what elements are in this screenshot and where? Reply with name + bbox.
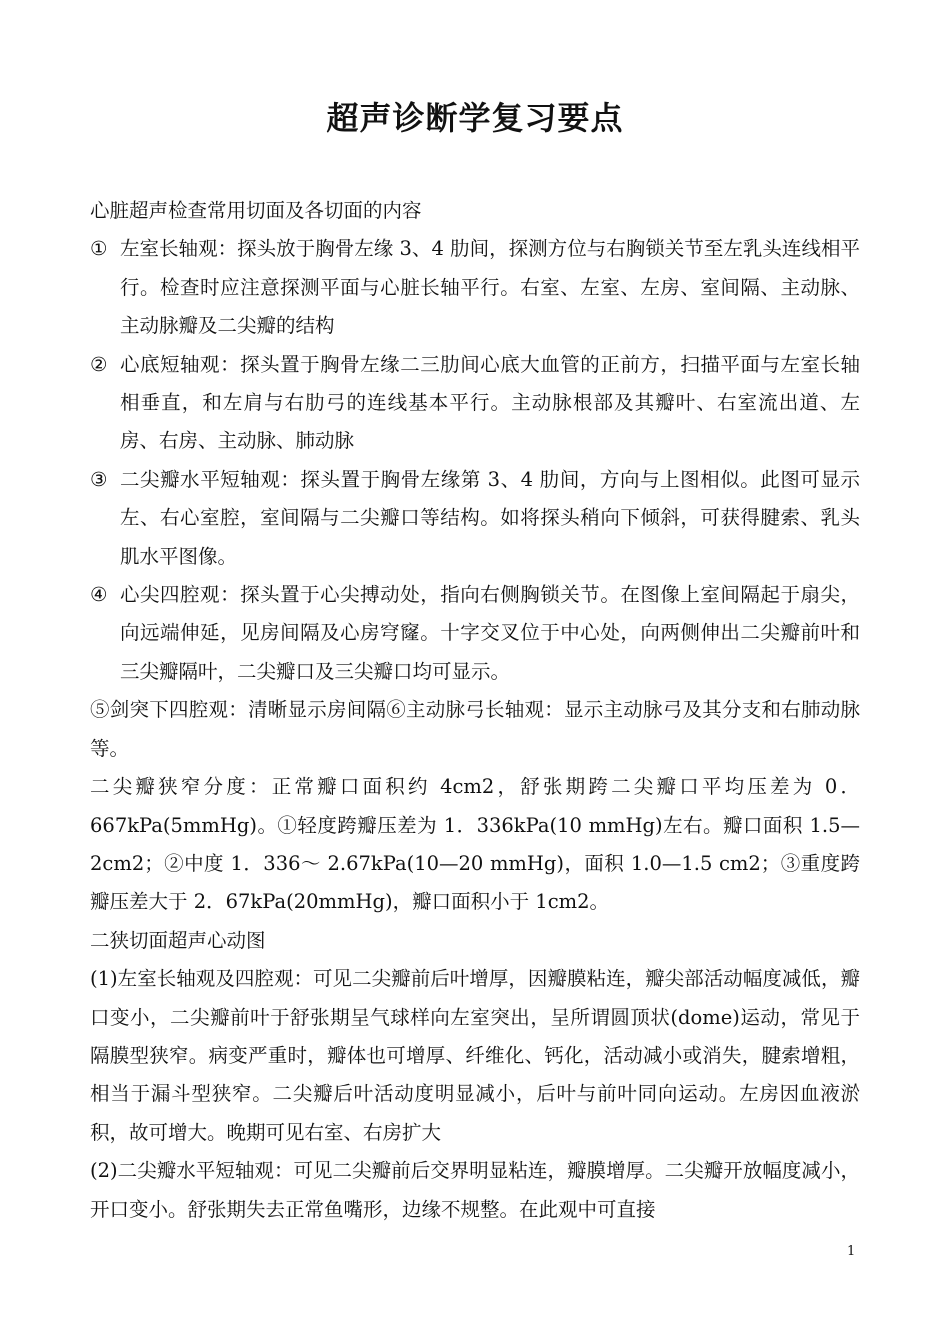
item-number: ② — [90, 352, 108, 376]
document-body — [90, 192, 860, 1229]
paragraph-long-axis-view: (1)左室长轴观及四腔观：可见二尖瓣前后叶增厚，因瓣膜粘连，瓣尖部活动幅度减低，瓣口变小，二尖瓣前叶于舒张期呈气球样向左室突出，呈所谓圆顶状(dome)运动，常见于隔膜型狭窄。病变严重时，瓣体也可增厚、纤维化、钙化，活动减小或消失，腱索增粗，相当于漏斗型狭窄。二尖瓣后叶活动度明显减小，后叶与前叶同向运动。左房因血液淤积，故可增大。晚期可见右室、右房扩大 — [90, 967, 860, 1144]
list-item — [90, 346, 860, 461]
paragraph-short-axis-view: (2)二尖瓣水平短轴观：可见二尖瓣前后交界明显粘连，瓣膜增厚。二尖瓣开放幅度减小，开口变小。舒张期失去正常鱼嘴形，边缘不规整。在此观中可直接 — [90, 1159, 860, 1221]
list-item — [90, 230, 860, 345]
section-heading-echocardiogram: 二狭切面超声心动图 — [90, 928, 266, 952]
section-heading-views: 心脏超声检查常用切面及各切面的内容 — [90, 199, 422, 222]
paragraph-views-5-6: ⑤剑突下四腔观：清晰显示房间隔⑥主动脉弓长轴观：显示主动脉弓及其分支和右肺动脉等。 — [90, 698, 860, 760]
document-title: 超声诊断学复习要点 — [326, 99, 624, 137]
item-number: ④ — [90, 583, 108, 607]
list-item — [90, 461, 860, 576]
paragraph-stenosis-grading: 二尖瓣狭窄分度：正常瓣口面积约 4cm2，舒张期跨二尖瓣口平均压差为 0．667kPa(5mmHg)。①轻度跨瓣压差为 1．336kPa(10 mmHg)左右。瓣口面积 1.5—2cm2；②中度 1．336～ 2.67kPa(10—20 mmHg)，面积 1.0—1.5 cm2；③重度跨瓣压差大于 2．67kPa(20mmHg)，瓣口面积小于 1cm2。 — [90, 775, 860, 914]
item-number: ① — [90, 237, 108, 261]
item-text: 心尖四腔观：探头置于心尖搏动处，指向右侧胸锁关节。在图像上室间隔起于扇尖，向远端伸延，见房间隔及心房穹窿。十字交叉位于中心处，向两侧伸出二尖瓣前叶和三尖瓣隔叶，二尖瓣口及三尖瓣口均可显示。 — [120, 583, 860, 683]
item-text: 左室长轴观：探头放于胸骨左缘 3、4 肋间，探测方位与右胸锁关节至左乳头连线相平行。检查时应注意探测平面与心脏长轴平行。右室、左室、左房、室间隔、主动脉、主动脉瓣及二尖瓣的结构 — [120, 237, 860, 338]
item-text: 二尖瓣水平短轴观：探头置于胸骨左缘第 3、4 肋间，方向与上图相似。此图可显示左、右心室腔，室间隔与二尖瓣口等结构。如将探头稍向下倾斜，可获得腱索、乳头肌水平图像。 — [120, 467, 860, 568]
list-item — [90, 576, 860, 691]
page-number: 1 — [847, 1244, 856, 1259]
item-number: ③ — [90, 467, 108, 491]
item-text: 心底短轴观：探头置于胸骨左缘二三肋间心底大血管的正前方，扫描平面与左室长轴相垂直，和左肩与右肋弓的连线基本平行。主动脉根部及其瓣叶、右室流出道、左房、右房、主动脉、肺动脉 — [120, 352, 860, 453]
